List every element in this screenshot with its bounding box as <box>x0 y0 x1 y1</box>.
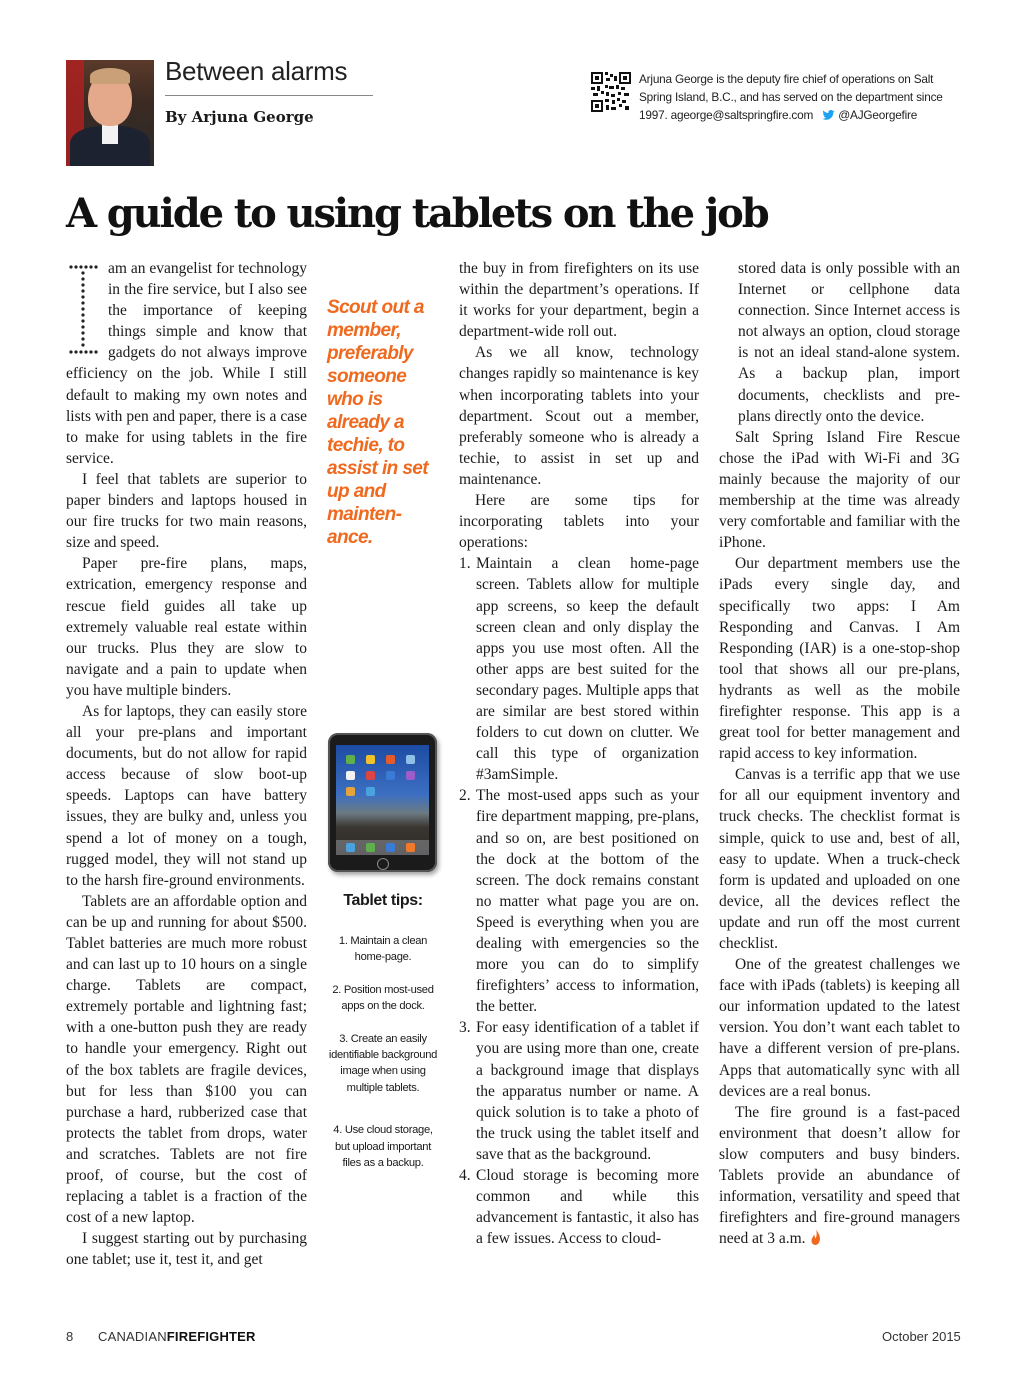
column-title: Between alarms <box>165 56 348 86</box>
sidebar-tip: 4. Use cloud storage, but upload important files as a backup. <box>333 1124 433 1170</box>
author-bio <box>639 70 969 124</box>
article-column-4 <box>719 258 960 1249</box>
article-paragraph: One of the greatest challenges we face with iPads (tablets) is keeping all our information updated to the latest version. You don’t want each tablet to have a different version of pre-plans. Apps that automatically sync with all devices are a real bonus. <box>719 956 960 1100</box>
sidebar-tip: 2. Position most-used apps on the dock. <box>332 983 434 1013</box>
bio-text: Arjuna George is the deputy fire chief of operations on Salt Spring Island, B.C., and has served on the department since 1997. ageorge@saltspringfire.com <box>639 72 943 122</box>
drop-cap-dots <box>68 264 98 356</box>
magazine-name: CANADIANFIREFIGHTER <box>98 1329 256 1344</box>
flame-icon <box>810 1229 822 1245</box>
twitter-handle[interactable]: @AJGeorgefire <box>838 108 918 122</box>
tips-list-item: 3. For easy identification of a tablet if you are using more than one, create a background image that displays the apparatus number or name. A quick solution is to take a photo of the truck using the tablet itself and save that as the background. <box>459 1019 699 1163</box>
author-photo <box>66 60 154 166</box>
article-paragraph: I suggest starting out by purchasing one tablet; use it, test it, and get <box>66 1230 307 1269</box>
tips-list-item: 4. Cloud storage is becoming more common and while this advancement is fantastic, it also has a few issues. Access to cloud- <box>459 1167 699 1248</box>
pull-quote: Scout out a member, preferably someone who is already a techie, to assist in set up and mainten- ance. <box>327 297 428 548</box>
article-paragraph: Canvas is a terrific app that we use for all our equipment inventory and truck checks. The checklist format is simple, quick to use and, best of all, easy to update. When a truck-check form is updated and uploaded on one device, all the devices reflect the update and run off the most current checklist. <box>719 766 960 952</box>
article-paragraph: Paper pre-fire plans, maps, extrication, emergency response and rescue field guides all take up extremely valuable real estate within our trucks. Plus they are slow to navigate and a pain to update when you have multiple binders. <box>66 555 307 699</box>
article-paragraph: The fire ground is a fast-paced environment that doesn’t allow for slow computers and busy binders. Tablets provide an abundance of information, versatility and speed that firefighters and fire-ground managers need at 3 a.m. <box>719 1103 960 1248</box>
article-paragraph: the buy in from firefighters on its use within the department’s operations. If it works for your department, begin a department-wide roll out. <box>459 260 699 341</box>
sidebar-tips <box>327 933 439 1187</box>
sidebar-tip: 3. Create an easily identifiable background image when using multiple tablets. <box>328 1032 438 1094</box>
tips-list-item: 1. Maintain a clean home-page screen. Tablets allow for multiple app screens, so keep the default screen clean and only display the apps you use most often. All the other apps are best suited for the secondary pages. Multiple apps that are similar are best stored within folders to cut down on clutter. We call this type of organization #3amSimple. <box>459 555 699 784</box>
sidebar-title: Tablet tips: <box>343 892 423 909</box>
article-paragraph: stored data is only possible with an Internet or cellphone data connection. Since Internet access is not always an option, cloud storage is not an ideal stand-alone system. As a backup plan, import documents, checklists and pre-plans directly onto the device. <box>738 260 960 425</box>
drop-cap <box>66 262 102 354</box>
byline: By Arjuna George <box>165 108 314 126</box>
article-paragraph: I feel that tablets are superior to paper binders and laptops housed in our fire trucks for two main reasons, size and speed. <box>66 470 307 552</box>
article-paragraph: Our department members use the iPads every single day, and specifically two apps: I Am Responding and Canvas. I Am Responding (IAR) is a one-stop-shop tool that shows all our pre-plans, hydrants as well as the mobile firefighter response. This app is a great tool for better management and rapid access to key information. <box>719 555 960 763</box>
sidebar-tip: 1. Maintain a clean home-page. <box>338 935 428 964</box>
title-rule <box>165 95 373 96</box>
article-paragraph: am an evangelist for technology in the fire service, but I also see the importance of keeping things simple and know that gadgets do not always improve efficiency on the job. While I still default to making my own notes and lists with pen and paper, there is a case to make for using tablets in the fire service. <box>66 260 307 467</box>
article-paragraph: Tablets are an affordable option and can be up and running for about $500. Tablet batteries are much more robust and can last up to 10 hours on a single charge. Tablets are compact, extremely portable and lightning fast; with a one-button push they are ready to handle your emergency. Right out of the box tablets are fragile devices, but for less than $100 you can purchase a hard, rubberized case that protects the tablet from drops, water and scratches. Tablets are not fire proof, of course, but the cost of replacing a tablet is a fraction of the cost of a new laptop. <box>66 892 307 1227</box>
issue-date: October 2015 <box>882 1329 961 1344</box>
article-column-3 <box>459 258 699 1249</box>
tips-list-item: 2. The most-used apps such as your fire department mapping, pre-plans, and so on, are best positioned on the dock at the bottom of the screen. The dock remains constant no matter what page you are on. Speed is everything when you are dealing with emergencies so the more you can do to simplify firefighters’ access to information, the better. <box>459 787 699 1016</box>
headline: A guide to using tablets on the job <box>66 190 768 237</box>
qr-code-icon <box>591 72 631 112</box>
article-paragraph: As we all know, technology changes rapidly so maintenance is key when incorporating tablets into your department. Scout out a member, preferably someone who is already a techie, to assist in set up and maintenance. <box>459 344 699 488</box>
article-paragraph: Here are some tips for incorporating tablets into your operations: <box>459 492 699 552</box>
ipad-image <box>328 733 437 872</box>
twitter-bird-icon <box>822 110 835 120</box>
page-number: 8 <box>66 1329 74 1344</box>
article-paragraph: Salt Spring Island Fire Rescue chose the iPad with Wi-Fi and 3G mainly because the majority of our membership at the time was already very comfortable and familiar with the iPhone. <box>719 428 960 552</box>
article-column-1 <box>66 258 307 1271</box>
tips-list <box>459 553 699 1249</box>
article-paragraph: As for laptops, they can easily store all your pre-plans and important documents, but do not allow for rapid access because of slow boot-up speeds. Laptops can have battery issues, they are bulky and, unless you spend a lot of money on a tough, rugged model, they will not stand up to the harsh fire-ground environments. <box>66 702 307 889</box>
